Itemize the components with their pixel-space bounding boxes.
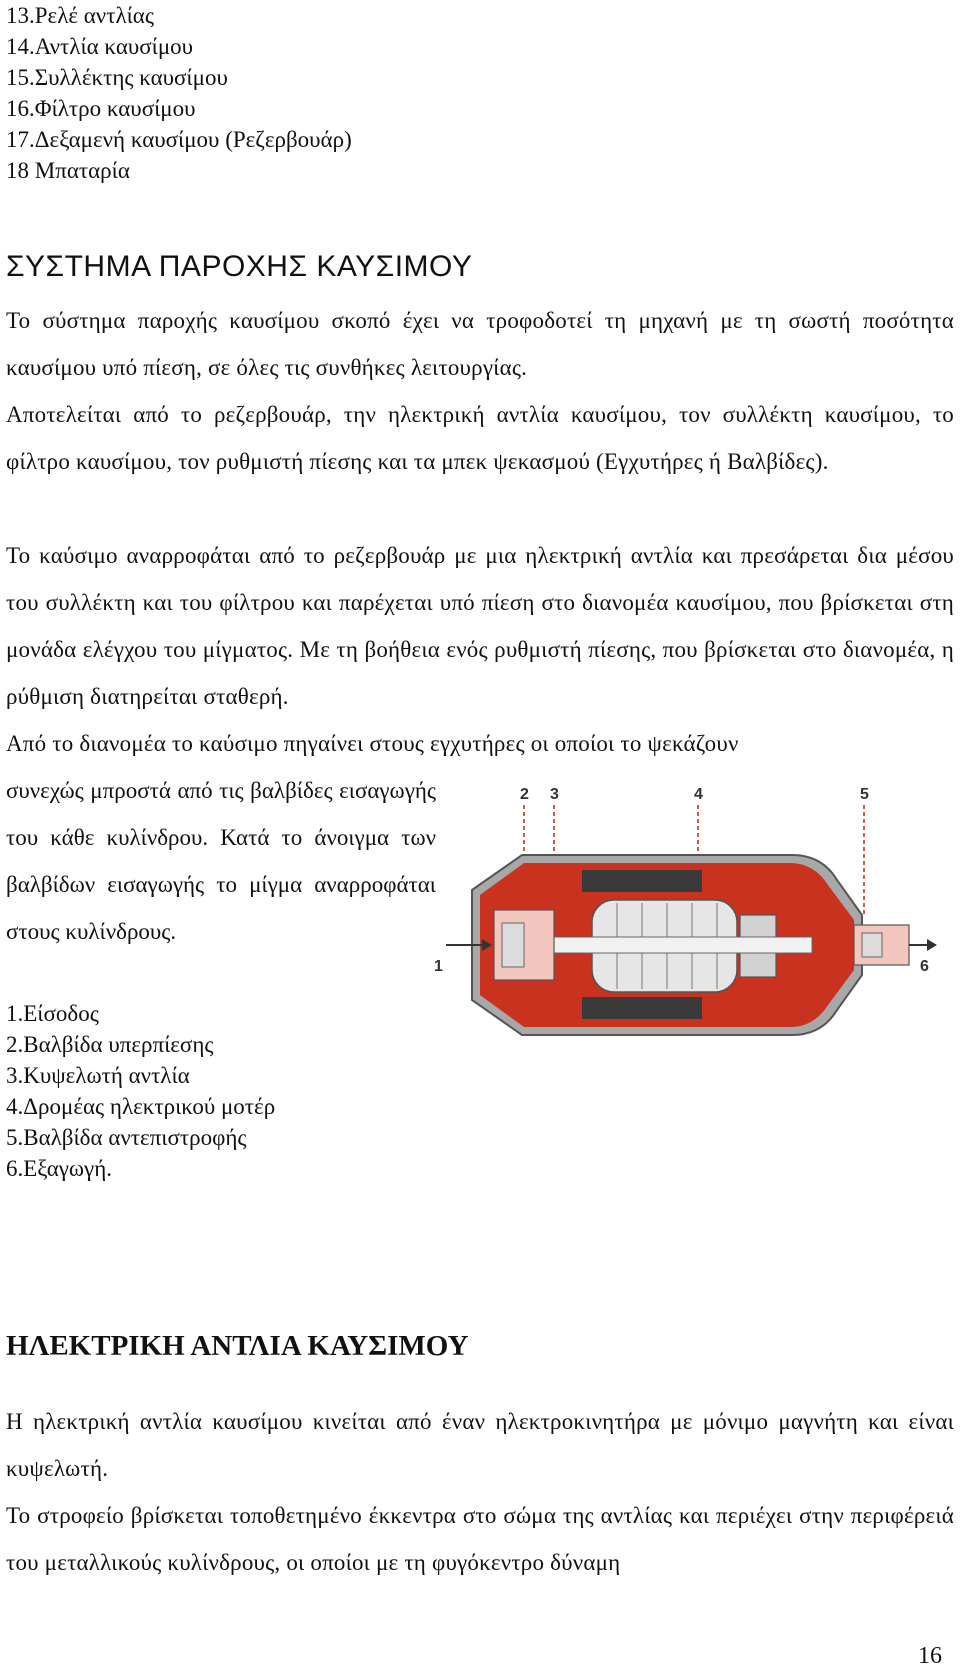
section-title-fuel-system: ΣΥΣΤΗΜΑ ΠΑΡΟΧΗΣ ΚΑΥΣΙΜΟΥ bbox=[6, 250, 473, 283]
pump-legend-list bbox=[6, 998, 275, 1184]
fuel-pump-diagram bbox=[434, 775, 937, 1075]
callout-label: 1 bbox=[434, 958, 443, 975]
list-item: 4.Δρομέας ηλεκτρικού μοτέρ bbox=[6, 1094, 276, 1119]
paragraph: Το στροφείο βρίσκεται τοποθετημένο έκκεντρα στο σώμα της αντλίας και περιέχει στην περιφέρειά του μεταλλικούς κυλίνδρους, οι οποίοι με τη φυγόκεντρο δύναμη bbox=[6, 1503, 954, 1575]
paragraph: Αποτελείται από το ρεζερβουάρ, την ηλεκτρική αντλία καυσίμου, τον συλλέκτη καυσίμου, το φίλτρο καυσίμου, τον ρυθμιστή πίεσης και τα μπεκ ψεκασμού (Εγχυτήρες ή Βαλβίδες). bbox=[6, 402, 954, 474]
page-number: 16 bbox=[918, 1643, 942, 1669]
callout-label: 5 bbox=[860, 786, 869, 803]
list-item: 14.Αντλία καυσίμου bbox=[6, 34, 194, 59]
callout-label: 3 bbox=[550, 786, 559, 803]
paragraph: Το καύσιμο αναρροφάται από το ρεζερβουάρ με μια ηλεκτρική αντλία και πρεσάρεται δια μέσου του συλλέκτη και του φίλτρου και παρέχεται υπό πίεση στο διανομέα καυσίμου, που βρίσκεται στη μονάδα ελέγχου του μίγματος. Με τη βοήθεια ενός ρυθμιστή πίεσης, που βρίσκεται στο διανομέα, η ρύθμιση διατηρείται σταθερή. bbox=[6, 543, 954, 709]
list-item: 1.Είσοδος bbox=[6, 1001, 99, 1026]
list-item: 18 Μπαταρία bbox=[6, 158, 130, 183]
list-item: 15.Συλλέκτης καυσίμου bbox=[6, 65, 228, 90]
paragraph: Από το διανομέα το καύσιμο πηγαίνει στους εγχυτήρες οι οποίοι το ψεκάζουν bbox=[6, 731, 739, 756]
list-item: 3.Κυψελωτή αντλία bbox=[6, 1063, 190, 1088]
paragraph-wrapped: συνεχώς μπροστά από τις βαλβίδες εισαγωγής του κάθε κυλίνδρου. Κατά το άνοιγμα των βαλβίδων εισαγωγής το μίγμα αναρροφάται στους κυλίνδρους. bbox=[6, 778, 436, 944]
list-item: 17.Δεξαμενή καυσίμου (Ρεζερβουάρ) bbox=[6, 127, 352, 152]
list-item: 16.Φίλτρο καυσίμου bbox=[6, 96, 196, 121]
list-item: 13.Ρελέ αντλίας bbox=[6, 3, 154, 28]
component-list-top bbox=[6, 0, 352, 186]
callout-label: 6 bbox=[920, 958, 929, 975]
callout-label: 2 bbox=[520, 786, 529, 803]
list-item: 2.Βαλβίδα υπερπίεσης bbox=[6, 1032, 214, 1057]
list-item: 6.Εξαγωγή. bbox=[6, 1156, 112, 1181]
paragraph: Η ηλεκτρική αντλία καυσίμου κινείται από έναν ηλεκτροκινητήρα με μόνιμο μαγνήτη και είναι κυψελωτή. bbox=[6, 1409, 954, 1481]
paragraph: Το σύστημα παροχής καυσίμου σκοπό έχει να τροφοδοτεί τη μηχανή με τη σωστή ποσότητα καυσίμου υπό πίεση, σε όλες τις συνθήκες λειτουργίας. bbox=[6, 308, 954, 380]
callout-label: 4 bbox=[694, 786, 703, 803]
list-item: 5.Βαλβίδα αντεπιστροφής bbox=[6, 1125, 247, 1150]
section-title-electric-pump: ΗΛΕΚΤΡΙΚΗ ΑΝΤΛΙΑ ΚΑΥΣΙΜΟΥ bbox=[6, 1330, 469, 1362]
